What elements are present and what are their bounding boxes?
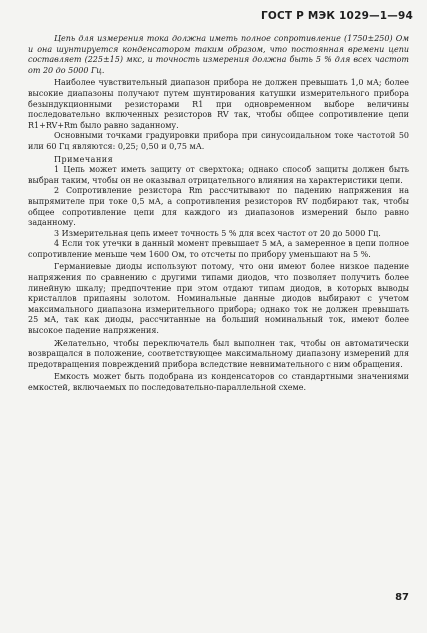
- paragraph-calibration-points: Основными точками градуировки прибора при синусоидальном токе частотой 50 или 60 Гц являются: 0,25; 0,50 и 0,75 мА.: [28, 131, 409, 151]
- note-1: 1 Цепь может иметь защиту от сверхтока; однако способ защиты должен быть выбран таким, чтобы он не оказывал отрицательного влияния на характеристики цепи.: [28, 165, 409, 185]
- note-3: 3 Измерительная цепь имеет точность 5 % для всех частот от 20 до 5000 Гц.: [54, 228, 381, 238]
- notes-heading: Примечания: [54, 154, 114, 164]
- paragraph-capacitance: Емкость может быть подобрана из конденсаторов со стандартными значениями емкостей, включаемых по последовательно-параллельной схеме.: [28, 372, 409, 392]
- page-number: 87: [395, 592, 409, 603]
- paragraph-germanium-diodes: Германиевые диоды используют потому, что они имеют более низкое падение напряжения по сравнению с другими типами диодов, что позволяет получить более линейную шкалу; предпочтение при этом отдают типам диодов, в которых выводы кристаллов припаяны золотом. Номинальные данные диодов выбирают с учетом максимального диапазона измерительного прибора; однако ток не должен превышать 25 мА, так как диоды, рассчитанные на больший номинальный ток, имеют более высокое падение напряжения.: [28, 262, 409, 336]
- paragraph-switch: Желательно, чтобы переключатель был выполнен так, чтобы он автоматически возвращался в положение, соответствующее максимальному диапазону измерений для предотвращения повреждений прибора вследствие невнимательного с ним обращения.: [28, 338, 409, 369]
- note-4: 4 Если ток утечки в данный момент превышает 5 мА, а замеренное в цепи полное сопротивление меньше чем 1600 Ом, то отсчеты по прибору уменьшают на 5 %.: [28, 239, 409, 259]
- document-body: [28, 34, 409, 394]
- note-2: 2 Сопротивление резистора Rm рассчитывают по падению напряжения на выпрямителе при токе 0,5 мА, а сопротивления резисторов RV подбирают так, чтобы общее сопротивление цепи для каждого из диапазонов измерений было равно заданному.: [28, 186, 409, 228]
- document-header: ГОСТ Р МЭК 1029—1—94: [260, 10, 413, 22]
- paragraph-sensitive-range: Наиболее чувствительный диапазон прибора не должен превышать 1,0 мА; более высокие диапазоны получают путем шунтирования катушки измерительного прибора безындукционными резисторами R1 при одновременном выборе величины последовательно включенных резисторов RV так, чтобы общее сопротивление цепи R1+RV+Rm было равно заданному.: [28, 78, 409, 130]
- paragraph-measurement-circuit: Цепь для измерения тока должна иметь полное сопротивление (1750±250) Ом и она шунтируется конденсатором таким образом, что постоянная времени цепи составляет (225±15) мкс, и точность измерения должна быть 5 % для всех частот от 20 до 5000 Гц.: [28, 34, 409, 75]
